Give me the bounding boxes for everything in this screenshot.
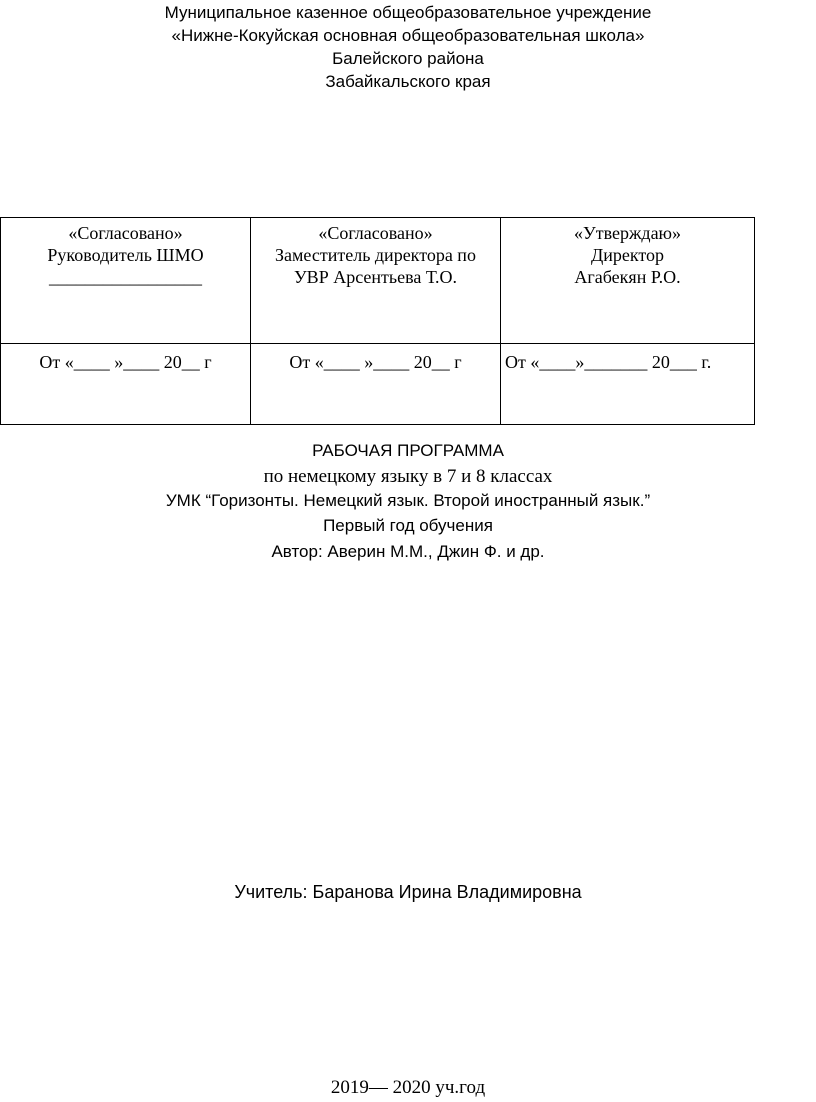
program-subject: по немецкому языку в 7 и 8 классах bbox=[263, 466, 553, 487]
program-umk: УМК “Горизонты. Немецкий язык. Второй иностранный язык.” bbox=[165, 491, 651, 510]
approval-table bbox=[0, 217, 755, 425]
program-title: РАБОЧАЯ ПРОГРАММА bbox=[312, 441, 504, 460]
approval-dates-row bbox=[1, 344, 755, 425]
approval-cell-shmo bbox=[1, 218, 251, 344]
district-line: Балейского района bbox=[332, 49, 484, 68]
approval-role: Руководитель ШМО bbox=[47, 244, 204, 265]
approval-person: УВР Арсентьева Т.О. bbox=[293, 266, 458, 287]
program-year-of-study: Первый год обучения bbox=[323, 516, 493, 535]
approval-title: «Согласовано» bbox=[68, 223, 183, 243]
approval-date-director: От «____»_______ 20___ г. bbox=[501, 344, 755, 425]
signature-line: _________________ bbox=[49, 266, 202, 287]
approval-role: Директор bbox=[590, 244, 665, 265]
approval-person: Агабекян Р.О. bbox=[574, 266, 681, 287]
approval-cell-deputy bbox=[251, 218, 501, 344]
approval-date-shmo: От «____ »____ 20__ г bbox=[1, 344, 251, 425]
academic-year: 2019— 2020 уч.год bbox=[330, 1077, 486, 1098]
approval-title: «Согласовано» bbox=[318, 223, 433, 243]
program-author: Автор: Аверин М.М., Джин Ф. и др. bbox=[271, 542, 545, 561]
approval-cell-director bbox=[501, 218, 755, 344]
teacher-name: Учитель: Баранова Ирина Владимировна bbox=[234, 882, 582, 902]
approval-date-deputy: От «____ »____ 20__ г bbox=[251, 344, 501, 425]
region-line: Забайкальского края bbox=[325, 72, 491, 91]
approval-role: Заместитель директора по bbox=[275, 244, 476, 265]
school-name-line-2: «Нижне-Кокуйская основная общеобразовательная школа» bbox=[171, 26, 645, 45]
approval-title: «Утверждаю» bbox=[573, 223, 682, 243]
approval-signatures-row bbox=[1, 218, 755, 344]
school-name-line-1: Муниципальное казенное общеобразовательное учреждение bbox=[164, 3, 652, 22]
